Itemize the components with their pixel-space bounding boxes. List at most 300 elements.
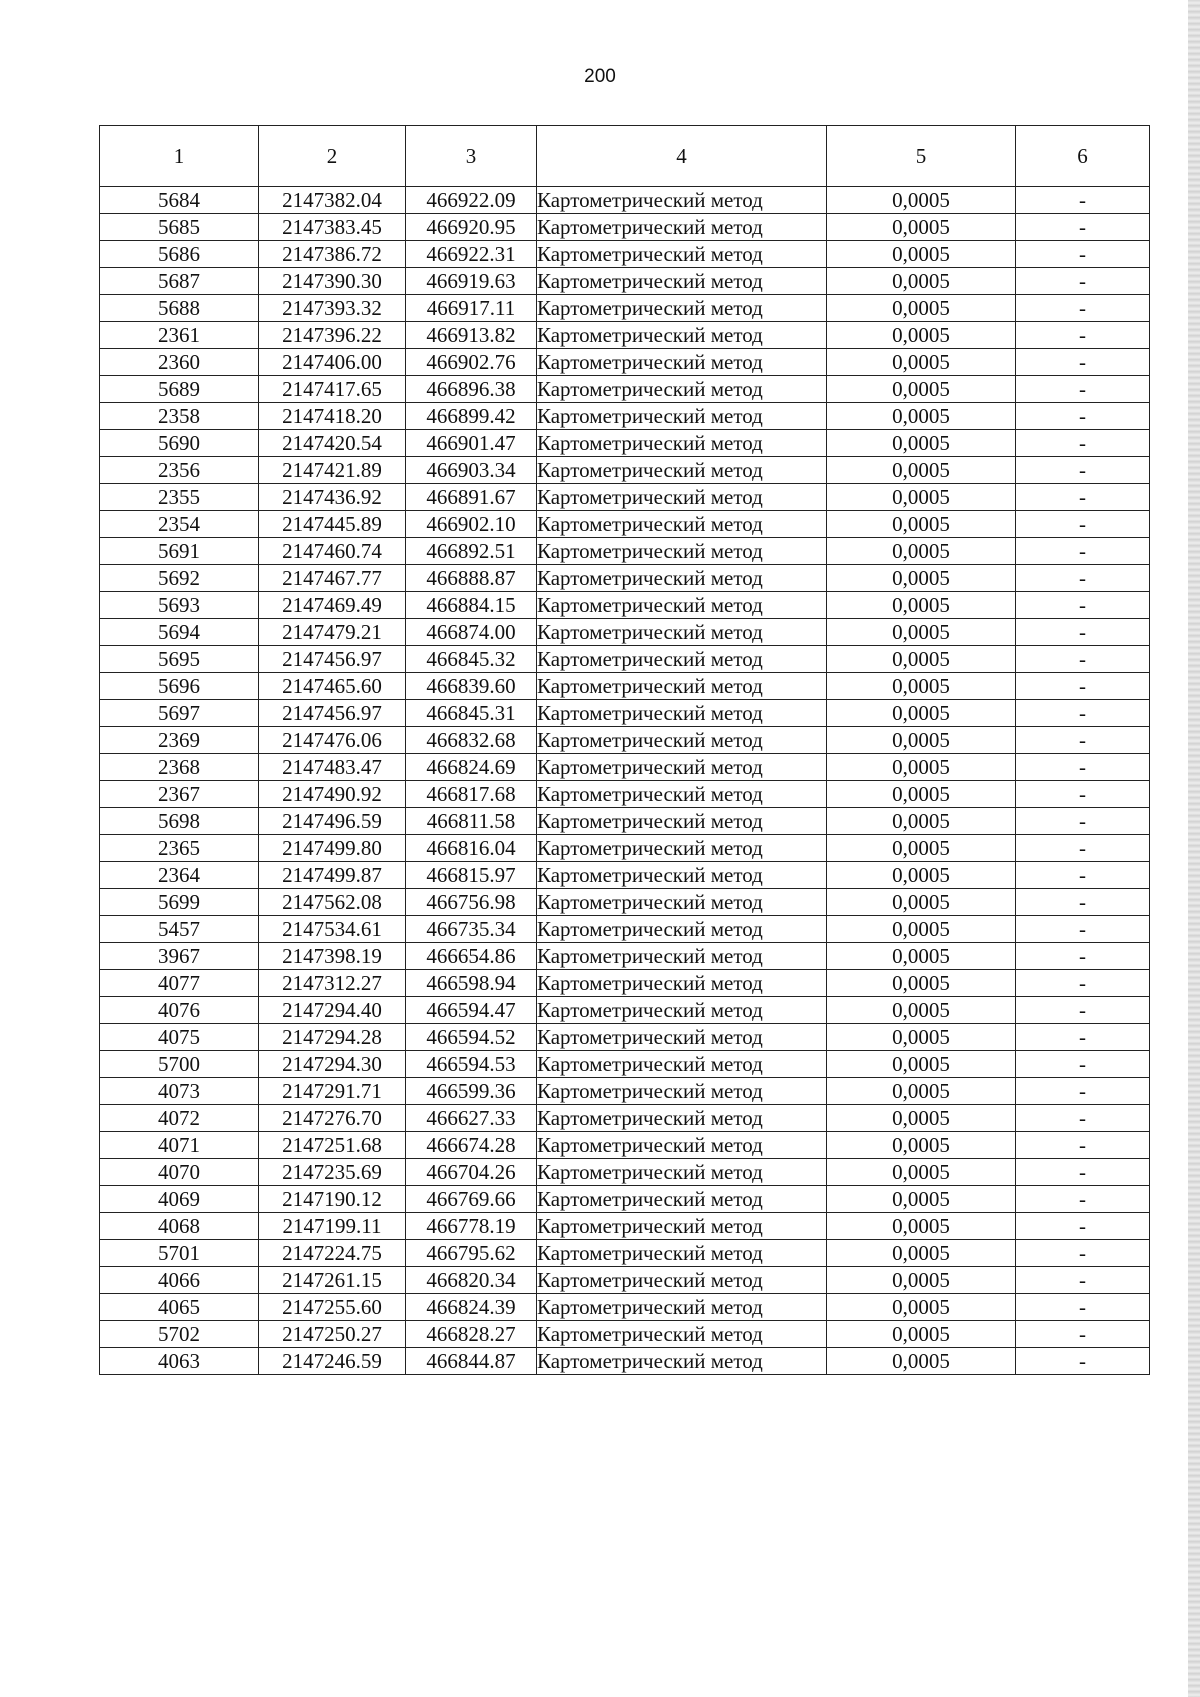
method-cell: Картометрический метод [537,484,827,511]
note-cell: - [1016,430,1150,457]
accuracy-cell: 0,0005 [827,1213,1016,1240]
y-coordinate-cell: 466824.39 [406,1294,537,1321]
y-coordinate-cell: 466811.58 [406,808,537,835]
x-coordinate-cell: 2147420.54 [259,430,406,457]
note-cell: - [1016,484,1150,511]
x-coordinate-cell: 2147499.87 [259,862,406,889]
method-cell: Картометрический метод [537,1321,827,1348]
accuracy-cell: 0,0005 [827,511,1016,538]
table-row [100,1321,1150,1348]
method-cell: Картометрический метод [537,943,827,970]
x-coordinate-cell: 2147418.20 [259,403,406,430]
method-cell: Картометрический метод [537,835,827,862]
note-cell: - [1016,376,1150,403]
accuracy-cell: 0,0005 [827,889,1016,916]
accuracy-cell: 0,0005 [827,916,1016,943]
point-number-cell: 2364 [100,862,259,889]
accuracy-cell: 0,0005 [827,1321,1016,1348]
accuracy-cell: 0,0005 [827,430,1016,457]
y-coordinate-cell: 466903.34 [406,457,537,484]
x-coordinate-cell: 2147406.00 [259,349,406,376]
table-row [100,187,1150,214]
method-cell: Картометрический метод [537,808,827,835]
method-cell: Картометрический метод [537,1051,827,1078]
point-number-cell: 5701 [100,1240,259,1267]
accuracy-cell: 0,0005 [827,241,1016,268]
point-number-cell: 4070 [100,1159,259,1186]
table-row [100,295,1150,322]
x-coordinate-cell: 2147479.21 [259,619,406,646]
table-row [100,322,1150,349]
table-row [100,268,1150,295]
accuracy-cell: 0,0005 [827,457,1016,484]
header-col-5: 5 [827,126,1016,187]
scan-edge [1188,0,1200,1697]
point-number-cell: 5692 [100,565,259,592]
point-number-cell: 4075 [100,1024,259,1051]
x-coordinate-cell: 2147250.27 [259,1321,406,1348]
method-cell: Картометрический метод [537,457,827,484]
note-cell: - [1016,511,1150,538]
y-coordinate-cell: 466594.53 [406,1051,537,1078]
note-cell: - [1016,403,1150,430]
point-number-cell: 2369 [100,727,259,754]
note-cell: - [1016,1024,1150,1051]
table-row [100,889,1150,916]
point-number-cell: 5694 [100,619,259,646]
y-coordinate-cell: 466769.66 [406,1186,537,1213]
coordinates-table [99,125,1150,1375]
accuracy-cell: 0,0005 [827,322,1016,349]
point-number-cell: 3967 [100,943,259,970]
table-row [100,997,1150,1024]
accuracy-cell: 0,0005 [827,1159,1016,1186]
point-number-cell: 5686 [100,241,259,268]
point-number-cell: 2358 [100,403,259,430]
accuracy-cell: 0,0005 [827,646,1016,673]
x-coordinate-cell: 2147312.27 [259,970,406,997]
y-coordinate-cell: 466817.68 [406,781,537,808]
x-coordinate-cell: 2147251.68 [259,1132,406,1159]
note-cell: - [1016,619,1150,646]
y-coordinate-cell: 466913.82 [406,322,537,349]
x-coordinate-cell: 2147456.97 [259,700,406,727]
point-number-cell: 4066 [100,1267,259,1294]
method-cell: Картометрический метод [537,673,827,700]
y-coordinate-cell: 466902.76 [406,349,537,376]
point-number-cell: 4076 [100,997,259,1024]
point-number-cell: 5697 [100,700,259,727]
x-coordinate-cell: 2147398.19 [259,943,406,970]
accuracy-cell: 0,0005 [827,214,1016,241]
point-number-cell: 4063 [100,1348,259,1375]
x-coordinate-cell: 2147421.89 [259,457,406,484]
table-row [100,1186,1150,1213]
accuracy-cell: 0,0005 [827,1186,1016,1213]
y-coordinate-cell: 466594.52 [406,1024,537,1051]
accuracy-cell: 0,0005 [827,619,1016,646]
note-cell: - [1016,889,1150,916]
note-cell: - [1016,322,1150,349]
table-row [100,916,1150,943]
table-row [100,808,1150,835]
x-coordinate-cell: 2147382.04 [259,187,406,214]
accuracy-cell: 0,0005 [827,781,1016,808]
y-coordinate-cell: 466654.86 [406,943,537,970]
point-number-cell: 5684 [100,187,259,214]
note-cell: - [1016,538,1150,565]
y-coordinate-cell: 466778.19 [406,1213,537,1240]
note-cell: - [1016,457,1150,484]
table-row [100,241,1150,268]
method-cell: Картометрический метод [537,187,827,214]
method-cell: Картометрический метод [537,1240,827,1267]
table-row [100,835,1150,862]
y-coordinate-cell: 466735.34 [406,916,537,943]
point-number-cell: 5702 [100,1321,259,1348]
note-cell: - [1016,754,1150,781]
note-cell: - [1016,1078,1150,1105]
table-row [100,349,1150,376]
accuracy-cell: 0,0005 [827,1105,1016,1132]
point-number-cell: 4072 [100,1105,259,1132]
y-coordinate-cell: 466795.62 [406,1240,537,1267]
method-cell: Картометрический метод [537,862,827,889]
x-coordinate-cell: 2147456.97 [259,646,406,673]
accuracy-cell: 0,0005 [827,376,1016,403]
table-row [100,1132,1150,1159]
method-cell: Картометрический метод [537,1132,827,1159]
point-number-cell: 4077 [100,970,259,997]
point-number-cell: 5688 [100,295,259,322]
accuracy-cell: 0,0005 [827,1294,1016,1321]
note-cell: - [1016,295,1150,322]
method-cell: Картометрический метод [537,214,827,241]
method-cell: Картометрический метод [537,1105,827,1132]
y-coordinate-cell: 466598.94 [406,970,537,997]
table-body [100,187,1150,1375]
point-number-cell: 2354 [100,511,259,538]
table-row [100,700,1150,727]
header-col-1: 1 [100,126,259,187]
point-number-cell: 2355 [100,484,259,511]
x-coordinate-cell: 2147483.47 [259,754,406,781]
method-cell: Картометрический метод [537,1213,827,1240]
note-cell: - [1016,1105,1150,1132]
accuracy-cell: 0,0005 [827,403,1016,430]
x-coordinate-cell: 2147246.59 [259,1348,406,1375]
y-coordinate-cell: 466902.10 [406,511,537,538]
accuracy-cell: 0,0005 [827,187,1016,214]
header-col-2: 2 [259,126,406,187]
table-row [100,673,1150,700]
table-row [100,403,1150,430]
note-cell: - [1016,592,1150,619]
point-number-cell: 5690 [100,430,259,457]
table-row [100,1267,1150,1294]
y-coordinate-cell: 466919.63 [406,268,537,295]
y-coordinate-cell: 466820.34 [406,1267,537,1294]
y-coordinate-cell: 466922.31 [406,241,537,268]
table-row [100,511,1150,538]
method-cell: Картометрический метод [537,430,827,457]
accuracy-cell: 0,0005 [827,268,1016,295]
x-coordinate-cell: 2147445.89 [259,511,406,538]
x-coordinate-cell: 2147396.22 [259,322,406,349]
note-cell: - [1016,565,1150,592]
point-number-cell: 4071 [100,1132,259,1159]
note-cell: - [1016,1267,1150,1294]
note-cell: - [1016,1348,1150,1375]
x-coordinate-cell: 2147499.80 [259,835,406,862]
y-coordinate-cell: 466845.31 [406,700,537,727]
table-row [100,619,1150,646]
table-row [100,1240,1150,1267]
x-coordinate-cell: 2147496.59 [259,808,406,835]
method-cell: Картометрический метод [537,889,827,916]
table-row [100,1159,1150,1186]
accuracy-cell: 0,0005 [827,1348,1016,1375]
table-row [100,646,1150,673]
accuracy-cell: 0,0005 [827,970,1016,997]
method-cell: Картометрический метод [537,1348,827,1375]
header-col-6: 6 [1016,126,1150,187]
note-cell: - [1016,187,1150,214]
point-number-cell: 4069 [100,1186,259,1213]
method-cell: Картометрический метод [537,511,827,538]
point-number-cell: 2368 [100,754,259,781]
method-cell: Картометрический метод [537,916,827,943]
accuracy-cell: 0,0005 [827,592,1016,619]
note-cell: - [1016,1132,1150,1159]
table-row [100,1051,1150,1078]
accuracy-cell: 0,0005 [827,538,1016,565]
method-cell: Картометрический метод [537,538,827,565]
note-cell: - [1016,1159,1150,1186]
note-cell: - [1016,1321,1150,1348]
note-cell: - [1016,862,1150,889]
method-cell: Картометрический метод [537,403,827,430]
y-coordinate-cell: 466845.32 [406,646,537,673]
y-coordinate-cell: 466674.28 [406,1132,537,1159]
x-coordinate-cell: 2147383.45 [259,214,406,241]
x-coordinate-cell: 2147490.92 [259,781,406,808]
accuracy-cell: 0,0005 [827,727,1016,754]
point-number-cell: 2361 [100,322,259,349]
table-row [100,862,1150,889]
method-cell: Картометрический метод [537,268,827,295]
note-cell: - [1016,970,1150,997]
x-coordinate-cell: 2147534.61 [259,916,406,943]
table-row [100,1078,1150,1105]
note-cell: - [1016,646,1150,673]
note-cell: - [1016,673,1150,700]
method-cell: Картометрический метод [537,1024,827,1051]
note-cell: - [1016,1294,1150,1321]
accuracy-cell: 0,0005 [827,1240,1016,1267]
x-coordinate-cell: 2147460.74 [259,538,406,565]
point-number-cell: 2367 [100,781,259,808]
table-row [100,214,1150,241]
accuracy-cell: 0,0005 [827,700,1016,727]
x-coordinate-cell: 2147467.77 [259,565,406,592]
table-row [100,592,1150,619]
point-number-cell: 5687 [100,268,259,295]
y-coordinate-cell: 466594.47 [406,997,537,1024]
method-cell: Картометрический метод [537,565,827,592]
note-cell: - [1016,1186,1150,1213]
method-cell: Картометрический метод [537,700,827,727]
accuracy-cell: 0,0005 [827,1024,1016,1051]
table-row [100,970,1150,997]
note-cell: - [1016,1213,1150,1240]
x-coordinate-cell: 2147276.70 [259,1105,406,1132]
x-coordinate-cell: 2147294.28 [259,1024,406,1051]
note-cell: - [1016,214,1150,241]
x-coordinate-cell: 2147386.72 [259,241,406,268]
y-coordinate-cell: 466884.15 [406,592,537,619]
x-coordinate-cell: 2147476.06 [259,727,406,754]
method-cell: Картометрический метод [537,592,827,619]
y-coordinate-cell: 466888.87 [406,565,537,592]
table-row [100,727,1150,754]
y-coordinate-cell: 466816.04 [406,835,537,862]
x-coordinate-cell: 2147417.65 [259,376,406,403]
page-number: 200 [584,66,616,87]
accuracy-cell: 0,0005 [827,565,1016,592]
method-cell: Картометрический метод [537,1294,827,1321]
header-col-4: 4 [537,126,827,187]
y-coordinate-cell: 466917.11 [406,295,537,322]
point-number-cell: 5698 [100,808,259,835]
y-coordinate-cell: 466839.60 [406,673,537,700]
x-coordinate-cell: 2147390.30 [259,268,406,295]
note-cell: - [1016,241,1150,268]
y-coordinate-cell: 466828.27 [406,1321,537,1348]
x-coordinate-cell: 2147393.32 [259,295,406,322]
y-coordinate-cell: 466922.09 [406,187,537,214]
note-cell: - [1016,727,1150,754]
y-coordinate-cell: 466627.33 [406,1105,537,1132]
point-number-cell: 5695 [100,646,259,673]
method-cell: Картометрический метод [537,1078,827,1105]
accuracy-cell: 0,0005 [827,862,1016,889]
table-row [100,484,1150,511]
x-coordinate-cell: 2147469.49 [259,592,406,619]
method-cell: Картометрический метод [537,754,827,781]
method-cell: Картометрический метод [537,646,827,673]
method-cell: Картометрический метод [537,322,827,349]
method-cell: Картометрический метод [537,295,827,322]
y-coordinate-cell: 466599.36 [406,1078,537,1105]
accuracy-cell: 0,0005 [827,943,1016,970]
table-row [100,754,1150,781]
table-row [100,565,1150,592]
point-number-cell: 4073 [100,1078,259,1105]
method-cell: Картометрический метод [537,781,827,808]
point-number-cell: 4068 [100,1213,259,1240]
y-coordinate-cell: 466874.00 [406,619,537,646]
note-cell: - [1016,781,1150,808]
table-row [100,1213,1150,1240]
accuracy-cell: 0,0005 [827,808,1016,835]
y-coordinate-cell: 466756.98 [406,889,537,916]
point-number-cell: 4065 [100,1294,259,1321]
header-col-3: 3 [406,126,537,187]
method-cell: Картометрический метод [537,1267,827,1294]
table-row [100,1294,1150,1321]
table-row [100,1348,1150,1375]
method-cell: Картометрический метод [537,1159,827,1186]
point-number-cell: 2356 [100,457,259,484]
x-coordinate-cell: 2147291.71 [259,1078,406,1105]
x-coordinate-cell: 2147199.11 [259,1213,406,1240]
table-row [100,781,1150,808]
point-number-cell: 5700 [100,1051,259,1078]
method-cell: Картометрический метод [537,727,827,754]
point-number-cell: 5457 [100,916,259,943]
y-coordinate-cell: 466824.69 [406,754,537,781]
y-coordinate-cell: 466892.51 [406,538,537,565]
y-coordinate-cell: 466815.97 [406,862,537,889]
note-cell: - [1016,916,1150,943]
x-coordinate-cell: 2147224.75 [259,1240,406,1267]
y-coordinate-cell: 466832.68 [406,727,537,754]
y-coordinate-cell: 466896.38 [406,376,537,403]
x-coordinate-cell: 2147255.60 [259,1294,406,1321]
accuracy-cell: 0,0005 [827,673,1016,700]
method-cell: Картометрический метод [537,619,827,646]
accuracy-cell: 0,0005 [827,1078,1016,1105]
x-coordinate-cell: 2147190.12 [259,1186,406,1213]
y-coordinate-cell: 466704.26 [406,1159,537,1186]
method-cell: Картометрический метод [537,970,827,997]
x-coordinate-cell: 2147562.08 [259,889,406,916]
point-number-cell: 5691 [100,538,259,565]
table-row [100,943,1150,970]
note-cell: - [1016,997,1150,1024]
accuracy-cell: 0,0005 [827,997,1016,1024]
method-cell: Картометрический метод [537,376,827,403]
note-cell: - [1016,1051,1150,1078]
note-cell: - [1016,268,1150,295]
accuracy-cell: 0,0005 [827,1051,1016,1078]
table-row [100,1024,1150,1051]
note-cell: - [1016,943,1150,970]
point-number-cell: 5689 [100,376,259,403]
note-cell: - [1016,835,1150,862]
accuracy-cell: 0,0005 [827,484,1016,511]
point-number-cell: 5699 [100,889,259,916]
x-coordinate-cell: 2147294.30 [259,1051,406,1078]
y-coordinate-cell: 466899.42 [406,403,537,430]
point-number-cell: 5696 [100,673,259,700]
accuracy-cell: 0,0005 [827,754,1016,781]
note-cell: - [1016,1240,1150,1267]
note-cell: - [1016,808,1150,835]
y-coordinate-cell: 466920.95 [406,214,537,241]
x-coordinate-cell: 2147235.69 [259,1159,406,1186]
x-coordinate-cell: 2147294.40 [259,997,406,1024]
method-cell: Картометрический метод [537,1186,827,1213]
x-coordinate-cell: 2147261.15 [259,1267,406,1294]
table-row [100,430,1150,457]
method-cell: Картометрический метод [537,997,827,1024]
accuracy-cell: 0,0005 [827,1132,1016,1159]
y-coordinate-cell: 466844.87 [406,1348,537,1375]
accuracy-cell: 0,0005 [827,295,1016,322]
method-cell: Картометрический метод [537,241,827,268]
